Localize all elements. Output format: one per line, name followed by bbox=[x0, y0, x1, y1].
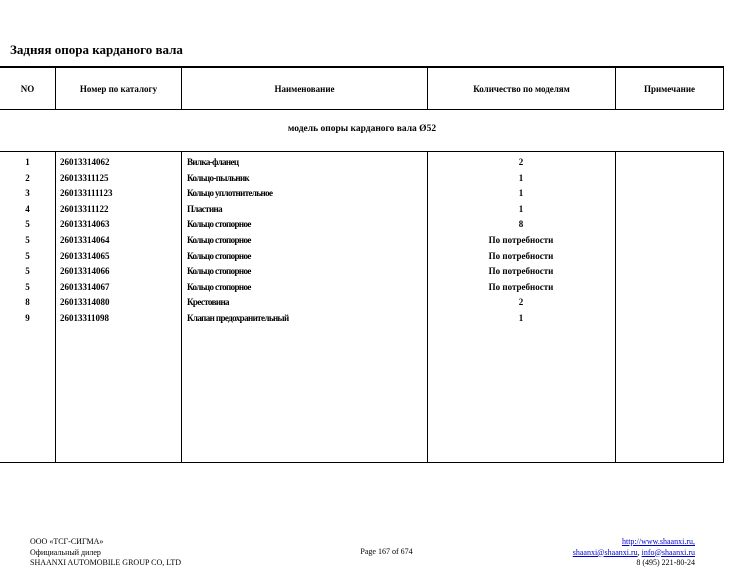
page-number: Page 167 of 674 bbox=[360, 547, 413, 556]
cell-catalog: 26013311098 bbox=[60, 312, 110, 323]
cell-name: Клапан предохранительный bbox=[187, 312, 289, 323]
email-link-info[interactable]: info@shaanxi.ru bbox=[641, 547, 695, 557]
table-bottom-border bbox=[0, 462, 724, 463]
cell-no: 5 bbox=[25, 266, 30, 277]
header-no: NO bbox=[20, 84, 35, 94]
cell-no: 3 bbox=[25, 188, 30, 199]
header-divider bbox=[723, 68, 724, 109]
email-separator: , bbox=[637, 547, 642, 557]
cell-name: Кольцо стопорное bbox=[187, 281, 251, 292]
header-catalog: Номер по каталогу bbox=[79, 84, 158, 94]
header-name: Наименование bbox=[274, 84, 335, 94]
cell-name: Кольцо стопорное bbox=[187, 234, 251, 245]
table-row bbox=[0, 280, 724, 296]
footer-dealer-label: Официальный дилер bbox=[30, 547, 101, 557]
cell-no: 5 bbox=[25, 250, 30, 261]
cell-no: 1 bbox=[25, 157, 30, 167]
table-row bbox=[0, 233, 724, 249]
cell-name: Кольцо стопорное bbox=[187, 219, 251, 230]
cell-catalog: 26013314063 bbox=[60, 219, 110, 230]
model-heading: модель опоры карданого вала Ø52 bbox=[287, 124, 437, 134]
table-row bbox=[0, 249, 724, 265]
cell-name: Пластина bbox=[187, 203, 223, 214]
cell-name: Кольцо уплотнительное bbox=[187, 188, 273, 199]
email-link-primary[interactable]: shaanxi@shaanxi.ru bbox=[572, 547, 638, 557]
cell-qty: 8 bbox=[518, 219, 524, 230]
footer-contacts bbox=[573, 537, 695, 569]
cell-qty: 1 bbox=[518, 312, 524, 323]
table-body bbox=[0, 155, 724, 327]
cell-catalog: 26013314080 bbox=[60, 297, 110, 308]
cell-qty: По потребности bbox=[488, 234, 554, 245]
table-row bbox=[0, 217, 724, 233]
table-row bbox=[0, 311, 724, 327]
cell-catalog: 26013314062 bbox=[60, 157, 110, 167]
cell-catalog: 260133111123 bbox=[60, 188, 113, 199]
cell-catalog: 26013311125 bbox=[60, 172, 109, 183]
cell-no: 8 bbox=[25, 297, 30, 308]
header-qty: Количество по моделям bbox=[473, 84, 570, 94]
cell-no: 5 bbox=[25, 234, 30, 245]
cell-name: Крестовина bbox=[187, 297, 229, 308]
footer-group-name: SHAANXI AUTOMOBILE GROUP CO, LTD bbox=[30, 558, 182, 567]
cell-catalog: 26013311122 bbox=[60, 203, 109, 214]
cell-no: 5 bbox=[25, 219, 30, 230]
cell-no: 4 bbox=[25, 203, 30, 214]
cell-qty: По потребности bbox=[488, 281, 554, 292]
cell-qty: По потребности bbox=[488, 250, 554, 261]
website-link[interactable]: http://www.shaanxi.ru, bbox=[621, 537, 695, 546]
cell-catalog: 26013314065 bbox=[60, 250, 110, 261]
cell-no: 5 bbox=[25, 281, 30, 292]
cell-qty: По потребности bbox=[488, 266, 554, 277]
table-row bbox=[0, 264, 724, 280]
cell-name: Кольцо стопорное bbox=[187, 266, 251, 277]
page-title: Задняя опора карданого вала bbox=[10, 42, 183, 57]
table-row bbox=[0, 295, 724, 311]
cell-catalog: 26013314064 bbox=[60, 234, 110, 245]
cell-name: Кольцо стопорное bbox=[187, 250, 251, 261]
table-row bbox=[0, 171, 724, 187]
table-row bbox=[0, 186, 724, 202]
cell-no: 9 bbox=[25, 312, 30, 323]
cell-catalog: 26013314067 bbox=[60, 281, 110, 292]
cell-name: Вилка-фланец bbox=[187, 157, 239, 167]
cell-qty: 2 bbox=[518, 297, 524, 308]
phone-number: 8 (495) 221-80-24 bbox=[636, 558, 695, 567]
cell-name: Кольцо-пыльник bbox=[187, 172, 250, 183]
header-note: Примечание bbox=[643, 84, 696, 94]
cell-qty: 2 bbox=[518, 157, 524, 167]
cell-qty: 1 bbox=[518, 172, 524, 183]
table-row bbox=[0, 155, 724, 171]
footer-company-name: ООО «ТСГ-СИГМА» bbox=[30, 537, 104, 546]
cell-catalog: 26013314066 bbox=[60, 266, 110, 277]
table-row bbox=[0, 202, 724, 218]
header-bottom-border bbox=[0, 109, 724, 110]
cell-qty: 1 bbox=[518, 188, 524, 199]
cell-qty: 1 bbox=[518, 203, 524, 214]
cell-no: 2 bbox=[25, 172, 30, 183]
